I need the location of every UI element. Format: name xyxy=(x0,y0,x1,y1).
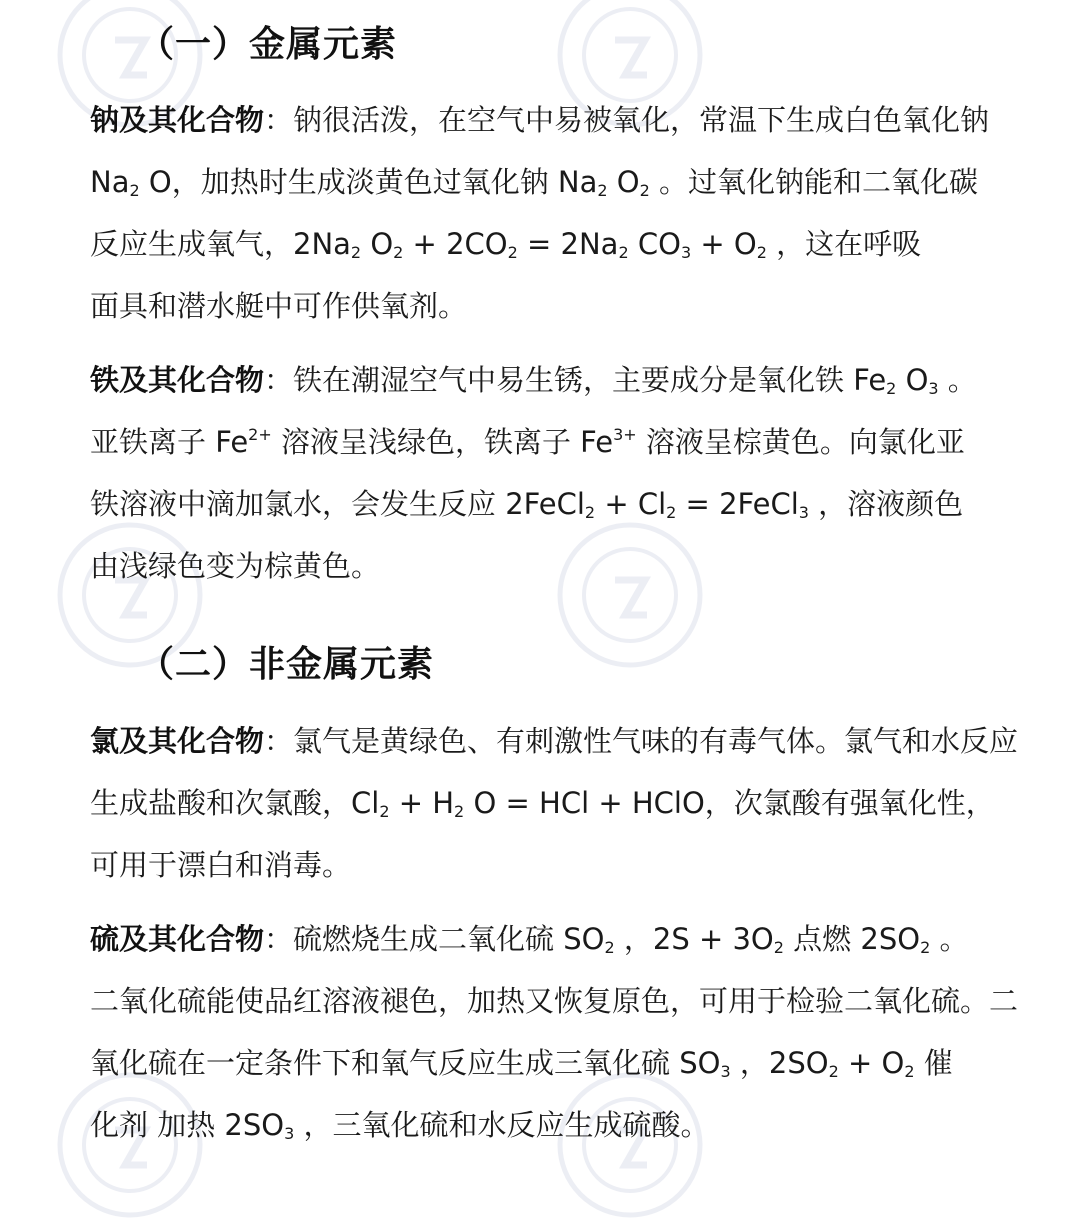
text-line xyxy=(90,908,1040,970)
text-run: = 2Na xyxy=(517,227,619,261)
text-run: ：钠很活泼，在空气中易被氧化，常温下生成白色氧化钠 xyxy=(264,103,990,137)
text-line xyxy=(90,1032,1040,1094)
section-heading: （一）金属元素 xyxy=(138,24,398,65)
text-line xyxy=(90,275,1040,337)
text-run: ，这在呼吸 xyxy=(766,227,922,261)
text-run: 亚铁离子 Fe xyxy=(90,425,249,459)
subscript: 2 xyxy=(604,938,615,957)
text-run: 点燃 2SO xyxy=(783,922,921,956)
subscript: 3 xyxy=(284,1124,295,1143)
subscript: 2 xyxy=(773,938,784,957)
text-run: 二氧化硫能使品红溶液褪色，加热又恢复原色，可用于检验二氧化硫。二 xyxy=(90,984,1019,1018)
subscript: 2 xyxy=(129,181,140,200)
subscript: 3 xyxy=(680,243,692,262)
subscript: 2 xyxy=(666,503,677,522)
text-run: 铁溶液中滴加氯水，会发生反应 2FeCl xyxy=(90,487,585,521)
text-run: 。 xyxy=(930,922,969,956)
text-run: 面具和潜水艇中可作供氧剂。 xyxy=(90,289,468,323)
text-line xyxy=(90,89,1040,151)
text-run: + 2CO xyxy=(403,227,508,261)
text-line xyxy=(90,151,1040,213)
subscript: 2 xyxy=(584,503,596,522)
text-run: O，加热时生成淡黄色过氧化钠 Na xyxy=(139,165,598,199)
text-run: 催 xyxy=(914,1046,953,1080)
text-run: 。过氧化钠能和二氧化碳 xyxy=(649,165,979,199)
text-run: 反应生成氧气，2Na xyxy=(90,227,351,261)
term-label: 硫及其化合物 xyxy=(90,922,265,956)
text-run: 溶液呈棕黄色。向氯化亚 xyxy=(636,425,965,459)
text-run: O xyxy=(607,165,640,199)
text-run: + O xyxy=(691,227,757,261)
subscript: 2 xyxy=(507,243,518,262)
text-run: ，2SO xyxy=(730,1046,829,1080)
text-run: Na xyxy=(90,165,130,199)
text-run: ：氯气是黄绿色、有刺激性气味的有毒气体。氯气和水反应 xyxy=(264,724,1019,758)
text-line xyxy=(90,473,1040,535)
subscript: 3 xyxy=(798,503,809,522)
text-run: = 2FeCl xyxy=(676,487,799,521)
subscript: 3 xyxy=(928,379,939,398)
text-line xyxy=(90,1094,1040,1156)
subscript: 2 xyxy=(379,802,390,821)
text-line xyxy=(90,970,1040,1032)
text-run: + H xyxy=(389,786,455,820)
text-run: 可用于漂白和消毒。 xyxy=(90,848,352,882)
text-run: ：硫燃烧生成二氧化硫 SO xyxy=(264,922,605,956)
text-run: 氧化硫在一定条件下和氧气反应生成三氧化硫 SO xyxy=(90,1046,721,1080)
term-label: 钠及其化合物 xyxy=(90,103,265,137)
text-run: ，三氧化硫和水反应生成硫酸。 xyxy=(294,1108,710,1142)
subscript: 2 xyxy=(350,243,362,262)
text-line xyxy=(90,411,1040,473)
text-run: + O xyxy=(838,1046,905,1080)
text-run: ，2S + 3O xyxy=(614,922,774,956)
superscript: 3+ xyxy=(613,425,637,444)
text-run: 。 xyxy=(938,363,977,397)
subscript: 2 xyxy=(618,243,629,262)
text-run: 生成盐酸和次氯酸，Cl xyxy=(90,786,380,820)
subscript: 2 xyxy=(904,1062,915,1081)
subscript: 2 xyxy=(920,938,931,957)
text-line xyxy=(90,772,1040,834)
text-run: 化剂 加热 2SO xyxy=(90,1108,285,1142)
subscript: 2 xyxy=(886,379,897,398)
text-run: ：铁在潮湿空气中易生锈，主要成分是氧化铁 Fe xyxy=(264,363,887,397)
paragraph-iron xyxy=(90,349,1040,597)
paragraph-chlorine xyxy=(90,710,1040,896)
text-run: O xyxy=(361,227,394,261)
text-run: 由浅绿色变为棕黄色。 xyxy=(90,549,381,583)
text-run: 溶液呈浅绿色，铁离子 Fe xyxy=(271,425,614,459)
text-run: O = HCl + HClO，次氯酸有强氧化性， xyxy=(464,786,995,820)
subscript: 2 xyxy=(828,1062,839,1081)
text-run: ，溶液颜色 xyxy=(808,487,964,521)
text-run: + Cl xyxy=(595,487,667,521)
subscript: 2 xyxy=(454,802,465,821)
subscript: 3 xyxy=(720,1062,731,1081)
text-line xyxy=(90,710,1040,772)
text-run: O xyxy=(896,363,929,397)
subscript: 2 xyxy=(639,181,650,200)
text-line xyxy=(90,213,1040,275)
term-label: 氯及其化合物 xyxy=(90,724,265,758)
section-heading: （二）非金属元素 xyxy=(138,644,435,685)
paragraph-sodium xyxy=(90,89,1040,337)
subscript: 2 xyxy=(756,243,767,262)
text-line xyxy=(90,834,1040,896)
text-line xyxy=(90,349,1040,411)
paragraph-sulfur xyxy=(90,908,1040,1156)
text-line xyxy=(90,535,1040,597)
superscript: 2+ xyxy=(248,425,272,444)
term-label: 铁及其化合物 xyxy=(90,363,265,397)
subscript: 2 xyxy=(393,243,404,262)
text-run: CO xyxy=(628,227,681,261)
subscript: 2 xyxy=(597,181,608,200)
